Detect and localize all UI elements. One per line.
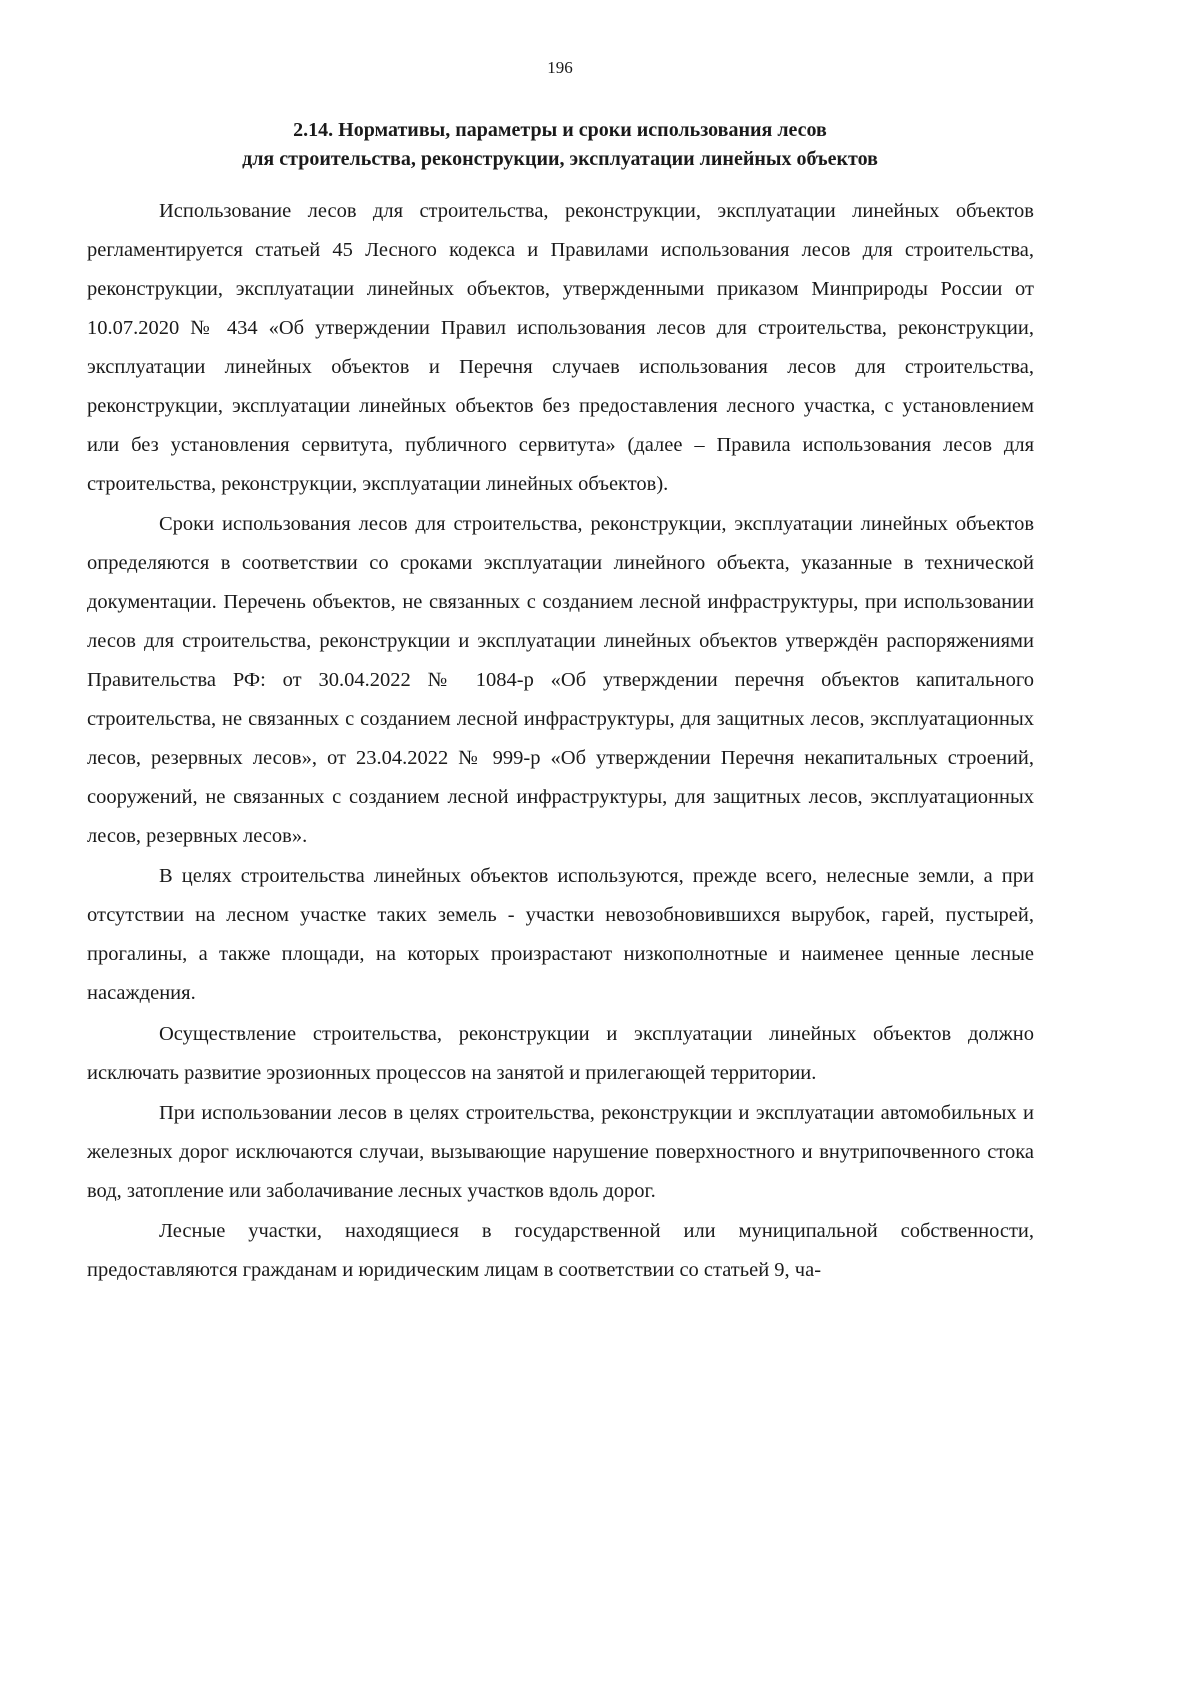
section-heading — [0, 116, 1120, 174]
section-heading-line-2: для строительства, реконструкции, эксплуатации линейных объектов — [242, 148, 878, 170]
paragraph-5: При использовании лесов в целях строительства, реконструкции и эксплуатации автомобильных и железных дорог исключаются случаи, вызывающие нарушение поверхностного и внутрипочвенного стока вод, затопление или заболачивание лесных участков вдоль дорог. — [87, 1101, 1034, 1202]
paragraph-2: Сроки использования лесов для строительства, реконструкции, эксплуатации линейных объектов определяются в соответствии со сроками эксплуатации линейного объекта, указанные в технической документации. Перечень объектов, не связанных с созданием лесной инфраструктуры, при использовании лесов для строительства, реконструкции и эксплуатации линейных объектов утверждён распоряжениями Правительства РФ: от 30.04.2022 № 1084-р «Об утверждении перечня объектов капитального строительства, не связанных с созданием лесной инфраструктуры, для защитных лесов, эксплуатационных лесов, резервных лесов», от 23.04.2022 № 999-р «Об утверждении Перечня некапитальных строений, сооружений, не связанных с созданием лесной инфраструктуры, для защитных лесов, эксплуатационных лесов, резервных лесов». — [87, 513, 1034, 848]
section-heading-line-1: 2.14. Нормативы, параметры и сроки использования лесов — [293, 119, 827, 141]
paragraph-4: Осуществление строительства, реконструкции и эксплуатации линейных объектов должно исключать развитие эрозионных процессов на занятой и прилегающей территории. — [87, 1022, 1034, 1084]
body-text — [87, 192, 1034, 1291]
paragraph-1: Использование лесов для строительства, реконструкции, эксплуатации линейных объектов регламентируется статьей 45 Лесного кодекса и Правилами использования лесов для строительства, реконструкции, эксплуатации линейных объектов, утвержденными приказом Минприроды России от 10.07.2020 № 434 «Об утверждении Правил использования лесов для строительства, реконструкции, эксплуатации линейных объектов и Перечня случаев использования лесов для строительства, реконструкции, эксплуатации линейных объектов без предоставления лесного участка, с установлением или без установления сервитута, публичного сервитута» (далее – Правила использования лесов для строительства, реконструкции, эксплуатации линейных объектов). — [87, 200, 1034, 495]
page-number: 196 — [547, 58, 573, 77]
paragraph-6: Лесные участки, находящиеся в государственной или муниципальной собственности, предоставляются гражданам и юридическим лицам в соответствии со статьей 9, ча- — [87, 1219, 1034, 1281]
paragraph-3: В целях строительства линейных объектов используются, прежде всего, нелесные земли, а при отсутствии на лесном участке таких земель - участки невозобновившихся вырубок, гарей, пустырей, прогалины, а также площади, на которых произрастают низкополнотные и наименее ценные лесные насаждения. — [87, 865, 1034, 1005]
